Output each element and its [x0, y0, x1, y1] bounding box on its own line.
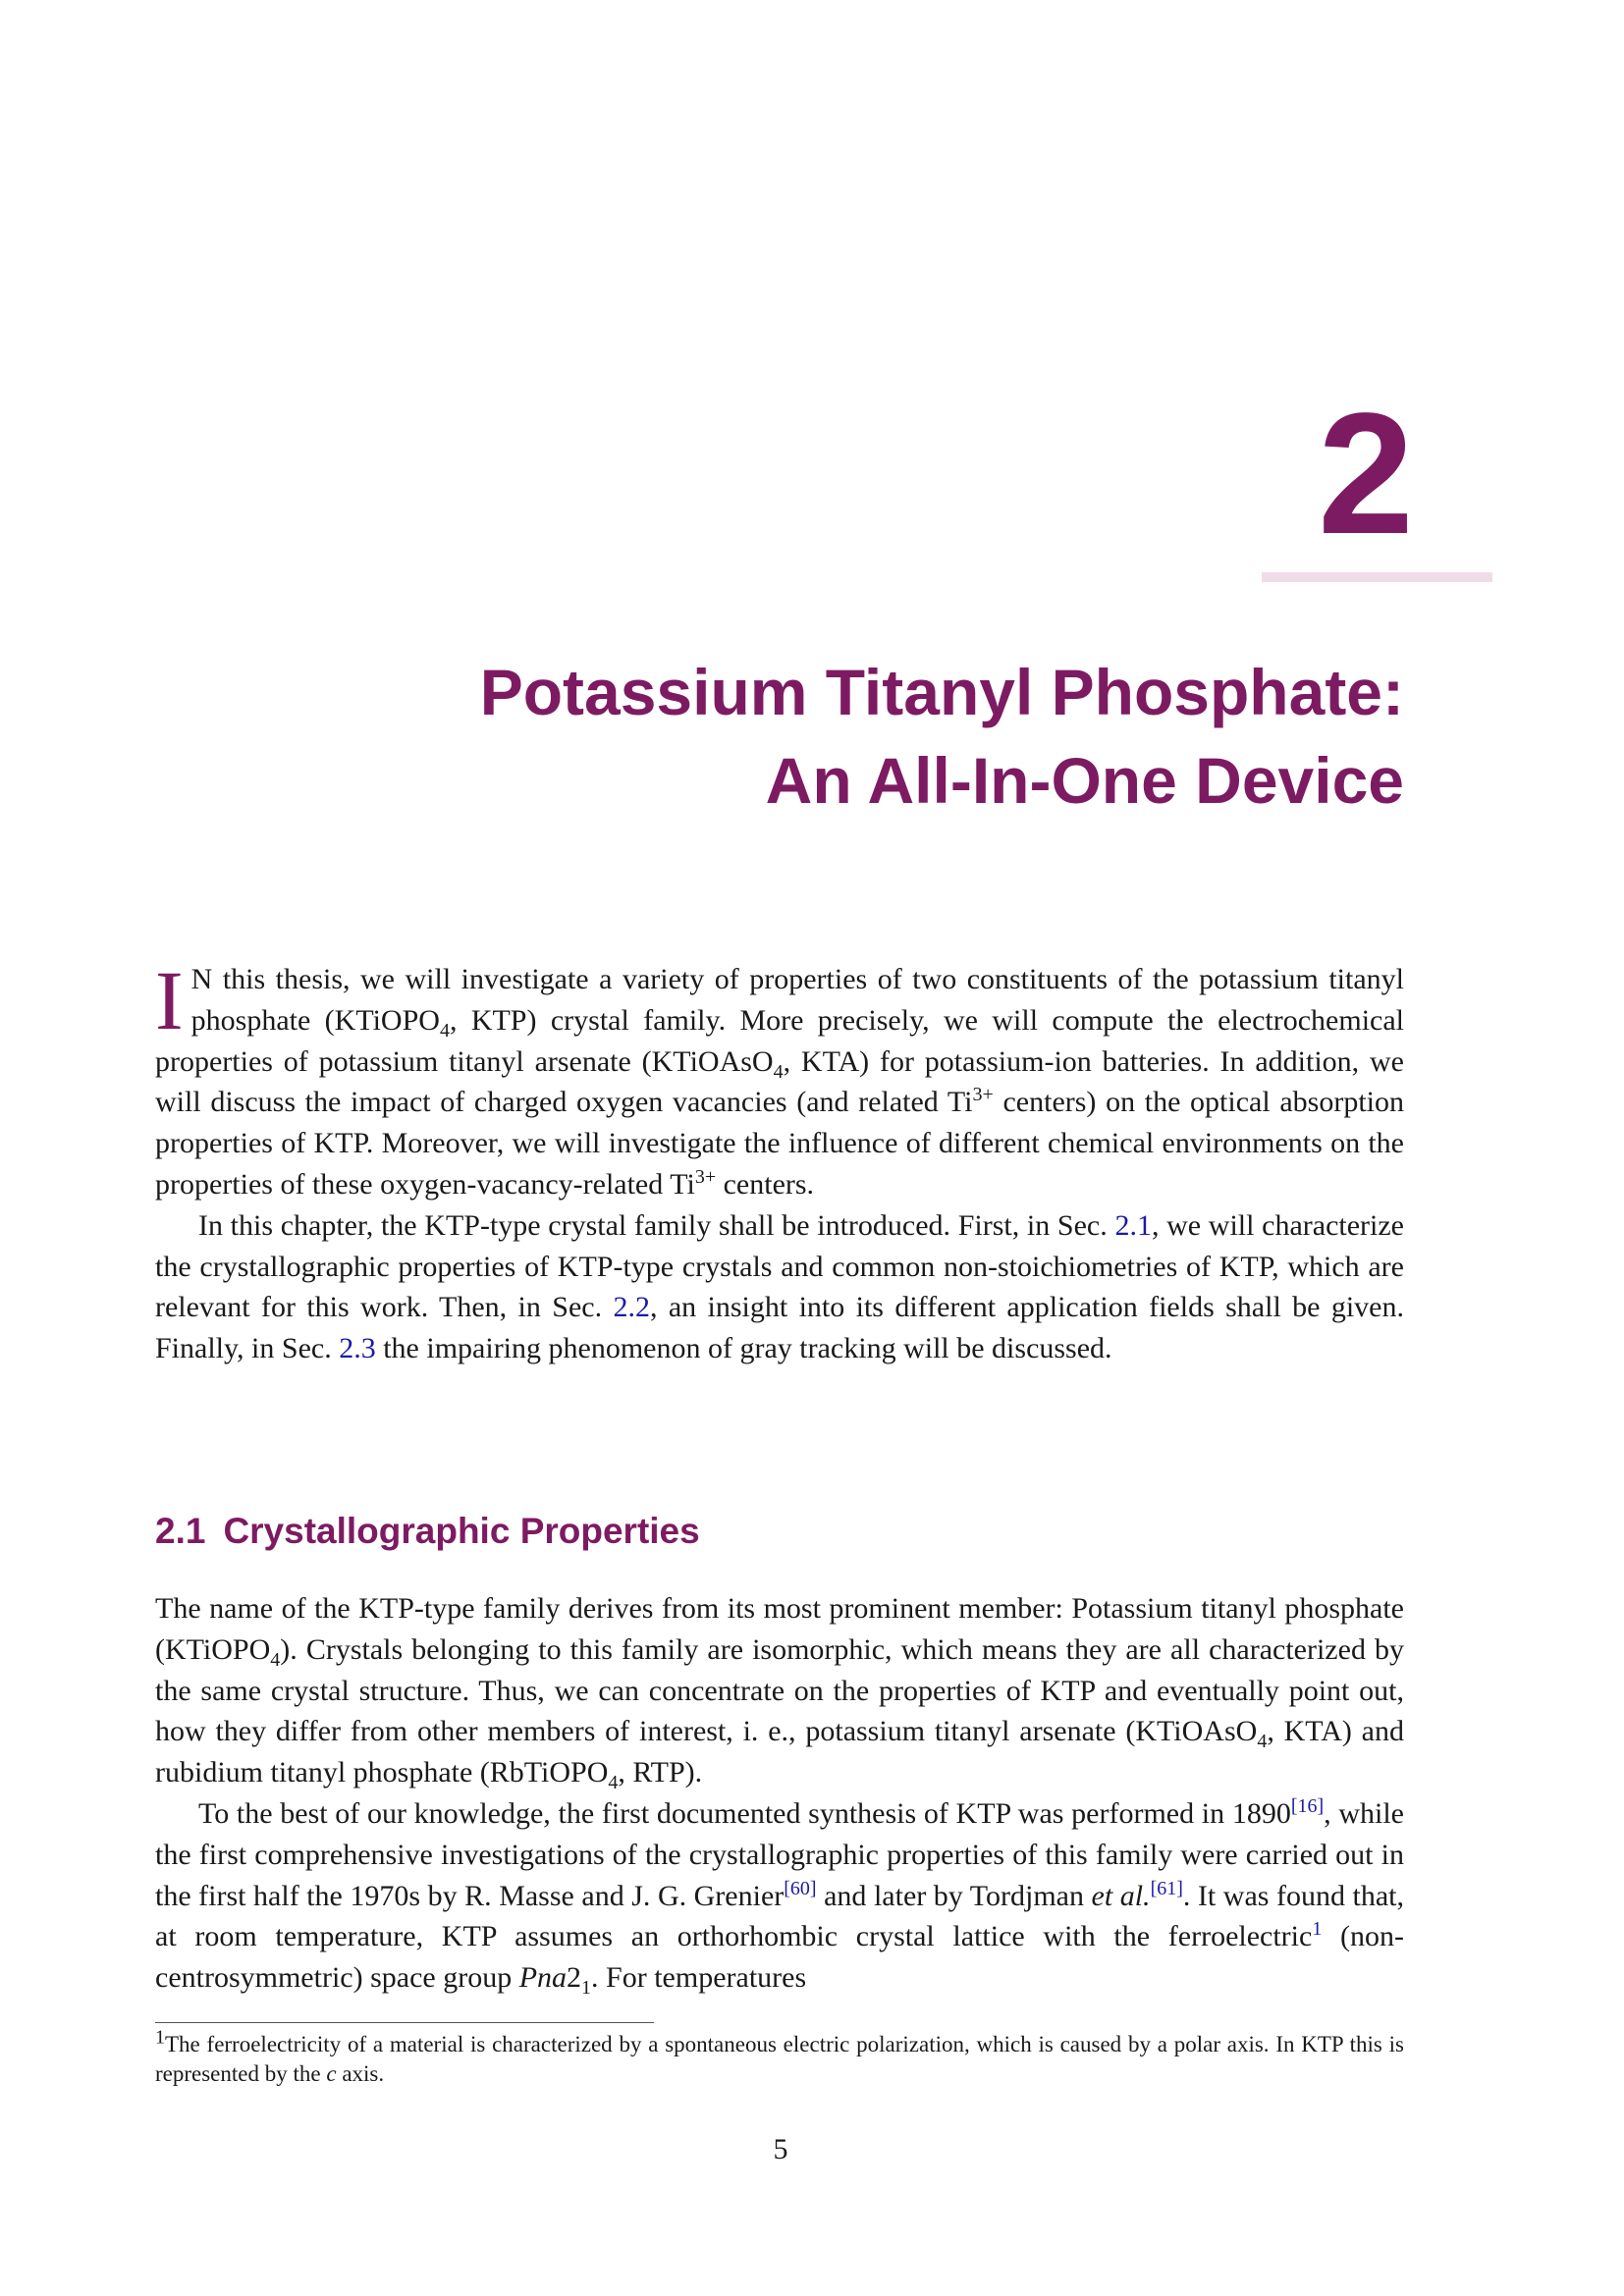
text-run: , RTP).: [618, 1756, 703, 1789]
et-al: et al.: [1091, 1879, 1151, 1912]
section-paragraph-2: [155, 1793, 1404, 1999]
space-group-digit: 2: [567, 1961, 582, 1995]
footnote-marker: 1: [155, 2026, 165, 2049]
footnote-axis: c: [326, 2061, 337, 2086]
superscript: 3+: [972, 1084, 994, 1106]
section-paragraph-1: [155, 1588, 1404, 1793]
dropcap-letter: I: [155, 953, 184, 1047]
text-run: , KTP) crystal family. More precisely, we will compute the electrochemical properties of potassium titanyl arsenate (KTiOAsO: [155, 1003, 1404, 1078]
citation-16[interactable]: [16]: [1290, 1794, 1325, 1817]
superscript: 3+: [694, 1165, 717, 1188]
section-title: Crystallographic Properties: [223, 1511, 700, 1551]
text-run: and later by Tordjman: [816, 1879, 1092, 1912]
citation-61[interactable]: [61]: [1150, 1877, 1183, 1899]
text-run: , KTA) and rubidium titanyl phosphate (RbTiOPO: [155, 1715, 1404, 1789]
footnote-text: The ferroelectricity of a material is characterized by a spontaneous electric polarization, which is caused by a polar axis. In KTP this is represented by the: [155, 2032, 1404, 2086]
text-run: centers.: [716, 1167, 815, 1201]
intro-text: [155, 953, 1404, 1369]
page-number: 5: [773, 2133, 788, 2165]
citation-60[interactable]: [60]: [784, 1877, 817, 1899]
text-run: , an insight into its different application fields shall be given. Finally, in Sec.: [155, 1291, 1404, 1365]
text-run: ). Crystals belonging to this family are isomorphic, which means they are all characterized by the same crystal structure. Thus, we can concentrate on the properties of KTP and eventually point out, how they differ from other members of interest, i. e., potassium titanyl arsenate (KTiOAsO: [155, 1632, 1404, 1748]
footnote-text-end: axis.: [336, 2061, 385, 2086]
section-number: 2.1: [155, 1511, 206, 1551]
section-link-2-1[interactable]: 2.1: [1114, 1208, 1152, 1242]
subscript: 4: [270, 1648, 281, 1671]
text-run: centers) on the optical absorption properties of KTP. Moreover, we will investigate the influence of different chemical environments on the properties of these oxygen-vacancy-related Ti: [155, 1086, 1404, 1201]
section-link-2-2[interactable]: 2.2: [613, 1291, 650, 1324]
subscript: 4: [773, 1060, 784, 1083]
text-run: this thesis, we will investigate a variety of properties of two constituents of the potassium titanyl phosphate (KTiOPO: [190, 963, 1404, 1037]
section-link-2-3[interactable]: 2.3: [339, 1332, 376, 1365]
chapter-title: [295, 648, 1404, 825]
space-group-symbol: Pna: [518, 1961, 568, 1995]
text-run: . For temperatures: [591, 1961, 807, 1995]
chapter-title-line-2: An All-In-One Device: [765, 744, 1404, 817]
footnote-ref-1[interactable]: 1: [1312, 1918, 1323, 1941]
subscript: 4: [608, 1772, 619, 1794]
text-run: , while the first comprehensive investigations of the crystallographic properties of this family were carried out in the first half the 1970s by R. Masse and J. G. Grenier: [155, 1796, 1404, 1912]
text-run: In this chapter, the KTP-type crystal family shall be introduced. First, in Sec.: [198, 1208, 1115, 1242]
text-run: , we will characterize the crystallographic properties of KTP-type crystals and common non-stoichiometries of KTP, which are relevant for this work. Then, in Sec.: [155, 1208, 1404, 1324]
section-heading: [155, 1507, 700, 1556]
text-run: The name of the KTP-type family derives from its most prominent member: Potassium titanyl phosphate (KTiOPO: [155, 1592, 1404, 1666]
text-run: . It was found that, at room temperature, KTP assumes an orthorhombic crystal lattice with the ferroelectric: [155, 1879, 1404, 1953]
chapter-title-line-1: Potassium Titanyl Phosphate:: [479, 656, 1404, 728]
dropcap-continuation: N: [190, 963, 213, 995]
subscript: 4: [439, 1019, 450, 1041]
footnote-rule: [155, 2022, 654, 2023]
intro-paragraph-2: [155, 1205, 1404, 1369]
subscript: 1: [581, 1977, 592, 2000]
subscript: 4: [1257, 1731, 1268, 1753]
text-run: To the best of our knowledge, the first documented synthesis of KTP was performed in 1890: [198, 1796, 1291, 1830]
chapter-number-rule: [1262, 572, 1492, 582]
text-run: (non-centrosymmetric) space group: [155, 1920, 1405, 1995]
text-run: , KTA) for potassium-ion batteries. In addition, we will discuss the impact of charged oxygen vacancies (and related Ti: [155, 1044, 1404, 1119]
footnote: [155, 2026, 1404, 2089]
text-run: the impairing phenomenon of gray tracking will be discussed.: [375, 1332, 1112, 1365]
section-text: [155, 1588, 1404, 1999]
chapter-number: 2: [1318, 378, 1414, 570]
intro-paragraph-1: [155, 953, 1404, 1205]
